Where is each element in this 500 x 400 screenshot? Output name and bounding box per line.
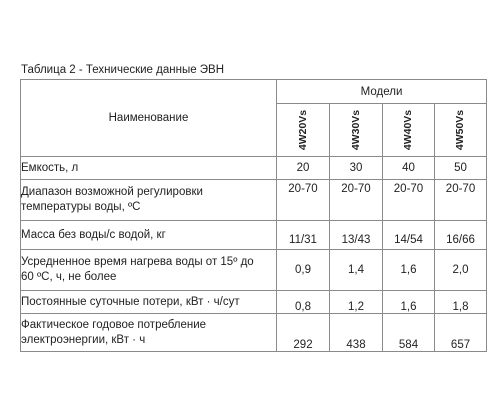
row-label-line: Емкость, л xyxy=(21,161,79,174)
table-row-temperature-range xyxy=(21,180,487,221)
table-cell: 1,6 xyxy=(383,250,435,291)
row-label-capacity xyxy=(21,157,277,180)
table-row-heating-time xyxy=(21,250,487,291)
model-code-label: 4W30Vs xyxy=(350,109,362,151)
row-label-line: Диапазон возможной регулировки xyxy=(21,186,203,198)
table-cell: 50 xyxy=(435,157,487,180)
row-label-line: 60 ºС, ч, не более xyxy=(21,271,117,283)
table-cell: 1,4 xyxy=(330,250,383,291)
row-label-line: Фактическое годовое потребление xyxy=(21,318,207,331)
table-cell: 14/54 xyxy=(383,221,435,250)
table-cell: 0,8 xyxy=(277,291,330,314)
table-caption: Таблица 2 - Технические данные ЭВН xyxy=(21,64,225,76)
technical-data-table xyxy=(20,79,487,352)
model-code-label: 4W40Vs xyxy=(402,109,415,151)
table-cell: 20-70 xyxy=(330,180,383,221)
table-cell: 20-70 xyxy=(277,180,330,221)
table-cell: 20-70 xyxy=(383,180,435,221)
model-header-4w30vs xyxy=(330,104,383,157)
table-row-capacity xyxy=(21,157,487,180)
row-label-heating-time xyxy=(21,250,277,291)
table-cell: 20-70 xyxy=(435,180,487,221)
row-label-daily-losses xyxy=(21,291,277,314)
table-row-daily-losses xyxy=(21,291,487,314)
table-row-annual-energy xyxy=(21,314,487,352)
table-row-mass xyxy=(21,221,487,250)
model-code-label: 4W20Vs xyxy=(297,109,309,151)
row-label-annual-energy xyxy=(21,314,277,352)
table-cell: 438 xyxy=(330,314,383,352)
models-column-header: Модели xyxy=(277,80,487,104)
table-cell: 16/66 xyxy=(435,221,487,250)
table-cell: 0,9 xyxy=(277,250,330,291)
table-cell: 292 xyxy=(277,314,330,352)
table-cell: 30 xyxy=(330,157,383,180)
row-label-line: Усредненное время нагрева воды от 15º до xyxy=(21,256,254,268)
table-cell: 13/43 xyxy=(330,221,383,250)
row-label-mass xyxy=(21,221,277,250)
table-cell: 11/31 xyxy=(277,221,330,250)
table-cell: 657 xyxy=(435,314,487,352)
row-label-temperature-range xyxy=(21,180,277,221)
table-cell: 1,2 xyxy=(330,291,383,314)
table-cell: 2,0 xyxy=(435,250,487,291)
table-cell: 1,8 xyxy=(435,291,487,314)
table-cell: 40 xyxy=(383,157,435,180)
table-cell: 1,6 xyxy=(383,291,435,314)
table-cell: 584 xyxy=(383,314,435,352)
row-label-line: электроэнергии, кВт · ч xyxy=(21,333,146,346)
model-header-4w40vs xyxy=(383,104,435,157)
name-column-header: Наименование xyxy=(21,80,277,157)
model-header-4w20vs xyxy=(277,104,330,157)
row-label-line: Постоянные суточные потери, кВт · ч/сут xyxy=(21,295,240,308)
model-code-label: 4W50Vs xyxy=(454,109,467,151)
row-label-line: Масса без воды/с водой, кг xyxy=(21,228,166,241)
row-label-line: температуры воды, ºС xyxy=(21,201,141,213)
model-header-4w50vs xyxy=(435,104,487,157)
table-cell: 20 xyxy=(277,157,330,180)
